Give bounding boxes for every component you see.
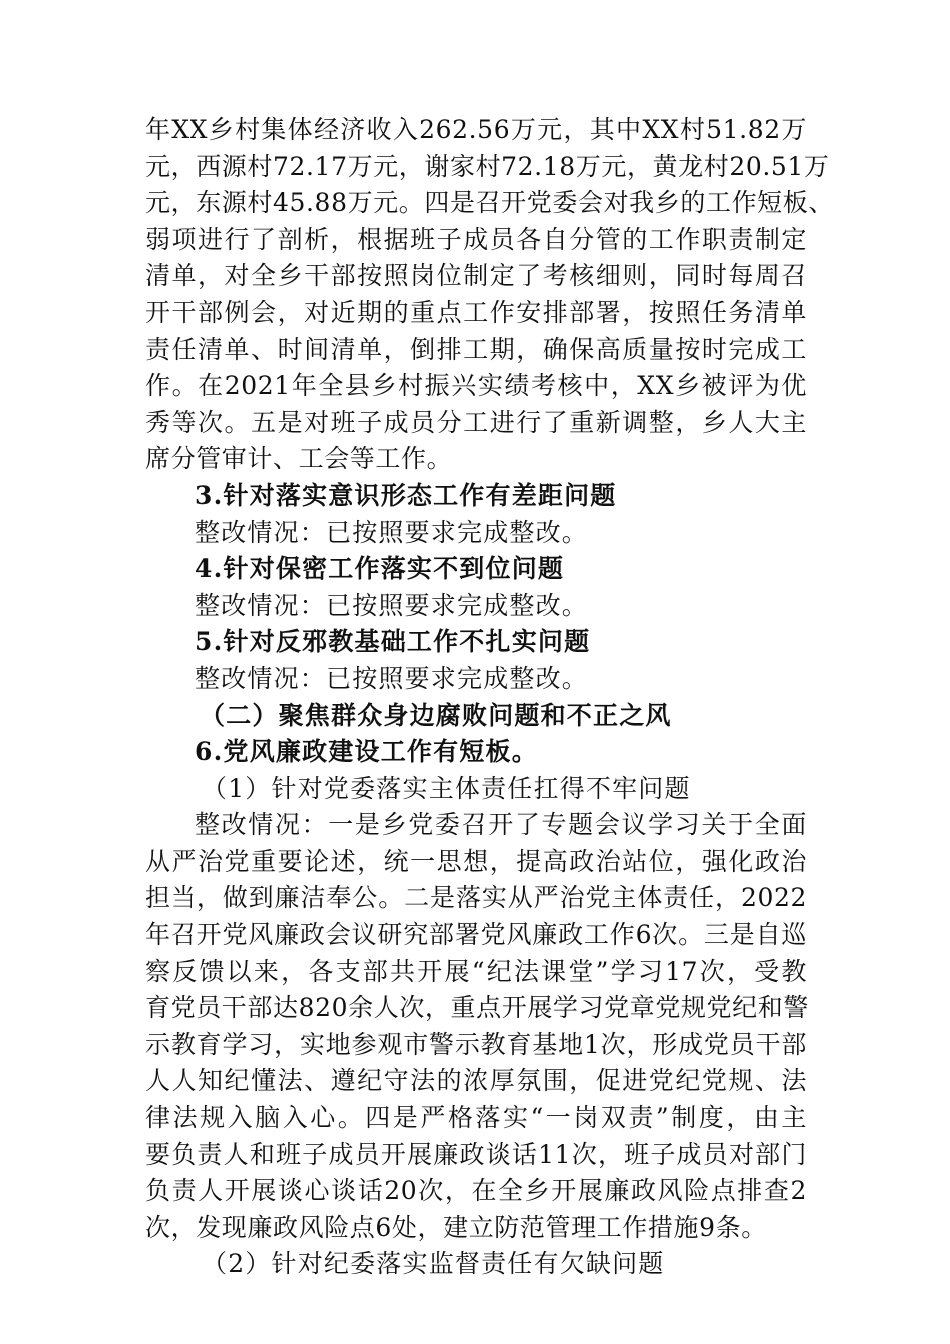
section-2-heading: （二）聚焦群众身边腐败问题和不正之风: [200, 700, 672, 730]
text-line: 秀等次。五是对班子成员分工进行了重新调整，乡人大主: [145, 407, 807, 437]
text-line: 察反馈以来，各支部共开展“纪法课堂”学习17次，受教: [145, 956, 807, 986]
text-line: 清单，对全乡干部按照岗位制定了考核细则，同时每周召: [145, 261, 807, 291]
text-line: 元，东源村45.88万元。四是召开党委会对我乡的工作短板、: [145, 188, 834, 218]
item-4-status: 整改情况：已按照要求完成整改。: [195, 590, 589, 620]
text-line: 弱项进行了剖析，根据班子成员各自分管的工作职责制定: [145, 224, 807, 254]
item-3-status: 整改情况：已按照要求完成整改。: [195, 517, 589, 547]
text-line: 从严治党重要论述，统一思想，提高政治站位，强化政治: [145, 846, 807, 876]
text-line: 开干部例会，对近期的重点工作安排部署，按照任务清单: [145, 297, 807, 327]
text-line: 元，西源村72.17万元，谢家村72.18万元，黄龙村20.51万: [145, 151, 830, 181]
subitem-1-heading: （1）针对党委落实主体责任扛得不牢问题: [202, 773, 691, 803]
text-line: 律法规入脑入心。四是严格落实“一岗双责”制度，由主: [145, 1103, 807, 1133]
paragraph-village-income: [145, 112, 834, 478]
text-line: 席分管审计、工会等工作。: [145, 444, 453, 474]
text-line: 年XX乡村集体经济收入262.56万元，其中XX村51.82万: [145, 115, 807, 144]
text-line: 负责人开展谈心谈话20次，在全乡开展廉政风险点排查2: [145, 1176, 807, 1206]
subitem-2-heading: （2）针对纪委落实监督责任有欠缺问题: [202, 1249, 665, 1279]
item-3-heading: 3.针对落实意识形态工作有差距问题: [195, 480, 617, 510]
text-line: 作。在2021年全县乡村振兴实绩考核中，XX乡被评为优: [145, 371, 807, 401]
text-line: 要负责人和班子成员开展廉政谈话11次，班子成员对部门: [145, 1139, 807, 1169]
item-4-heading: 4.针对保密工作落实不到位问题: [195, 554, 565, 584]
text-line: 人人知纪懂法、遵纪守法的浓厚氛围，促进党纪党规、法: [145, 1066, 807, 1096]
text-line: 年召开党风廉政会议研究部署党风廉政工作6次。三是自巡: [145, 920, 807, 950]
item-5-status: 整改情况：已按照要求完成整改。: [195, 663, 589, 693]
text-line: 整改情况：一是乡党委召开了专题会议学习关于全面: [195, 810, 807, 840]
text-line: 示教育学习，实地参观市警示教育基地1次，形成党员干部: [145, 1029, 807, 1059]
document-body: [145, 112, 834, 1283]
item-5-heading: 5.针对反邪教基础工作不扎实问题: [195, 627, 591, 657]
item-6-heading: 6.党风廉政建设工作有短板。: [195, 737, 538, 767]
text-line: 次，发现廉政风险点6处，建立防范管理工作措施9条。: [145, 1212, 767, 1242]
paragraph-rectification-details: [145, 807, 807, 1246]
text-line: 担当，做到廉洁奉公。二是落实从严治党主体责任，2022: [145, 883, 807, 913]
text-line: 育党员干部达820余人次，重点开展学习党章党规党纪和警: [145, 993, 809, 1023]
text-line: 责任清单、时间清单，倒排工期，确保高质量按时完成工: [145, 334, 807, 364]
